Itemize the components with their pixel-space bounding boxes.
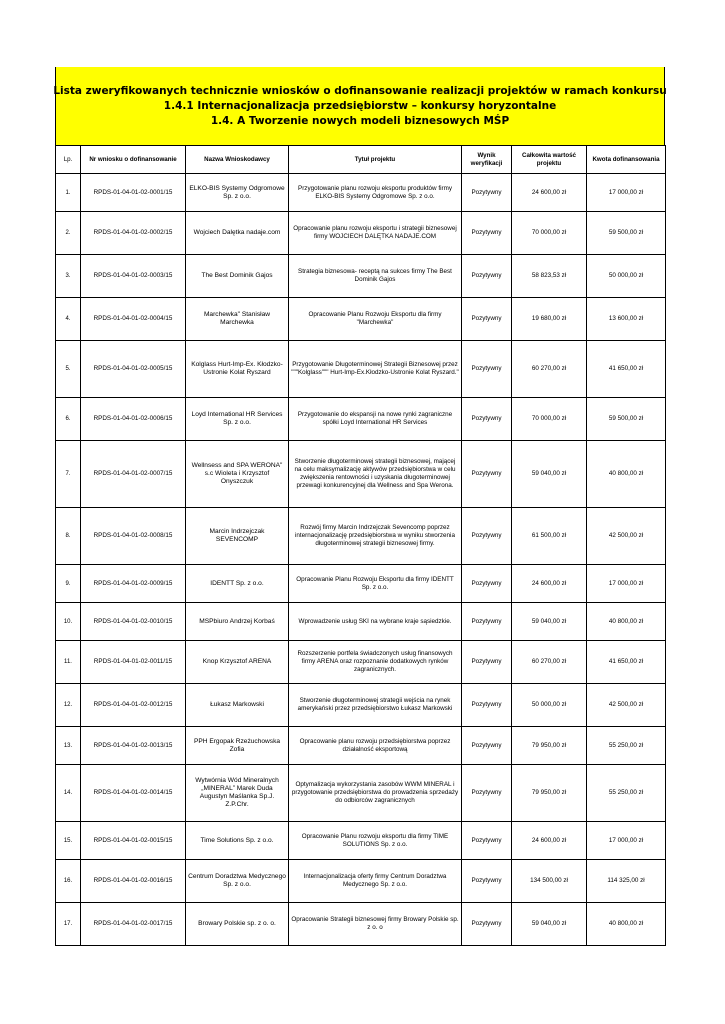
cell-nazwa: Marcin Indrzejczak SEVENCOMP <box>186 508 289 565</box>
cell-lp: 17. <box>56 903 81 946</box>
cell-tytul: Opracowanie planu rozwoju przedsiębiorstwa poprzez działalność eksportową <box>289 727 462 765</box>
cell-tytul: Internacjonalizacja oferty firmy Centrum Doradztwa Medycznego Sp. z o.o. <box>289 860 462 903</box>
cell-nazwa: Knop Krzysztof ARENA <box>186 641 289 684</box>
cell-wynik: Pozytywny <box>462 603 512 641</box>
table-row <box>56 641 666 684</box>
table-row <box>56 684 666 727</box>
table-body <box>56 174 666 946</box>
title-line-1: Lista zweryfikowanych technicznie wniosków o dofinansowanie realizacji projektów w ramach konkursu <box>53 84 667 97</box>
cell-nazwa: Wellnsess and SPA WERONA" s.c Wioleta i Krzysztof Onyszczuk <box>186 441 289 508</box>
projects-table <box>55 145 666 946</box>
cell-nr: RPDS-01-04-01-02-0016/15 <box>81 860 186 903</box>
cell-nr: RPDS-01-04-01-02-0001/15 <box>81 174 186 212</box>
cell-kwota: 42 500,00 zł <box>587 508 666 565</box>
cell-kwota: 50 000,00 zł <box>587 255 666 298</box>
cell-tytul: Opracowanie Strategii biznesowej firmy Browary Polskie sp. z o. o <box>289 903 462 946</box>
table-row <box>56 255 666 298</box>
cell-wynik: Pozytywny <box>462 441 512 508</box>
cell-nazwa: Browary Polskie sp. z o. o. <box>186 903 289 946</box>
header-nazwa: Nazwa Wnioskodawcy <box>186 146 289 174</box>
cell-tytul: Opracowanie planu rozwoju eksportu i strategii biznesowej firmy WOJCIECH DALĘTKA NADAJE.COM <box>289 212 462 255</box>
cell-wartosc: 79 950,00 zł <box>512 727 587 765</box>
cell-wynik: Pozytywny <box>462 298 512 341</box>
cell-wartosc: 59 040,00 zł <box>512 441 587 508</box>
table-row <box>56 822 666 860</box>
table-row <box>56 341 666 398</box>
table-row <box>56 603 666 641</box>
cell-lp: 16. <box>56 860 81 903</box>
cell-tytul: Przygotowanie planu rozwoju eksportu produktów firmy ELKO-BIS Systemy Odgromowe Sp. z o.o. <box>289 174 462 212</box>
table-row <box>56 298 666 341</box>
header-lp: Lp. <box>56 146 81 174</box>
cell-lp: 3. <box>56 255 81 298</box>
cell-lp: 9. <box>56 565 81 603</box>
cell-nazwa: Wojciech Dalętka nadaje.com <box>186 212 289 255</box>
cell-kwota: 40 800,00 zł <box>587 603 666 641</box>
cell-lp: 2. <box>56 212 81 255</box>
cell-wartosc: 79 950,00 zł <box>512 765 587 822</box>
cell-wynik: Pozytywny <box>462 860 512 903</box>
cell-wynik: Pozytywny <box>462 903 512 946</box>
cell-kwota: 17 000,00 zł <box>587 565 666 603</box>
cell-tytul: Optymalizacja wykorzystania zasobów WWM MINERAL i przygotowanie przedsiębiorstwa do prowadzenia sprzedaży do odbiorców zagranicznych <box>289 765 462 822</box>
cell-wartosc: 134 500,00 zł <box>512 860 587 903</box>
cell-kwota: 59 500,00 zł <box>587 212 666 255</box>
cell-nr: RPDS-01-04-01-02-0015/15 <box>81 822 186 860</box>
cell-lp: 1. <box>56 174 81 212</box>
cell-nazwa: Centrum Doradztwa Medycznego Sp. z o.o. <box>186 860 289 903</box>
title-banner <box>55 67 665 145</box>
cell-wynik: Pozytywny <box>462 765 512 822</box>
cell-wartosc: 60 270,00 zł <box>512 641 587 684</box>
cell-kwota: 17 000,00 zł <box>587 174 666 212</box>
cell-nazwa: Marchewka" Stanisław Marchewka <box>186 298 289 341</box>
table-row <box>56 565 666 603</box>
table-row <box>56 398 666 441</box>
cell-nazwa: MSPbiuro Andrzej Korbaś <box>186 603 289 641</box>
cell-lp: 5. <box>56 341 81 398</box>
cell-wynik: Pozytywny <box>462 398 512 441</box>
header-kwota: Kwota dofinansowania <box>587 146 666 174</box>
header-nr: Nr wniosku o dofinansowanie <box>81 146 186 174</box>
table-row <box>56 174 666 212</box>
cell-nazwa: ELKO-BIS Systemy Odgromowe Sp. z o.o. <box>186 174 289 212</box>
cell-nazwa: Time Solutions Sp. z o.o. <box>186 822 289 860</box>
cell-tytul: Strategia biznesowa- receptą na sukces firmy The Best Dominik Gajos <box>289 255 462 298</box>
cell-wynik: Pozytywny <box>462 212 512 255</box>
cell-wynik: Pozytywny <box>462 684 512 727</box>
cell-tytul: Opracowanie Planu rozwoju eksportu dla firmy TIME SOLUTIONS Sp. z o.o. <box>289 822 462 860</box>
cell-nr: RPDS-01-04-01-02-0008/15 <box>81 508 186 565</box>
cell-wartosc: 61 500,00 zł <box>512 508 587 565</box>
cell-wynik: Pozytywny <box>462 508 512 565</box>
cell-wynik: Pozytywny <box>462 255 512 298</box>
cell-kwota: 40 800,00 zł <box>587 903 666 946</box>
document-sheet <box>55 67 665 946</box>
cell-nr: RPDS-01-04-01-02-0011/15 <box>81 641 186 684</box>
cell-kwota: 17 000,00 zł <box>587 822 666 860</box>
cell-wynik: Pozytywny <box>462 727 512 765</box>
cell-lp: 4. <box>56 298 81 341</box>
cell-wartosc: 59 040,00 zł <box>512 603 587 641</box>
cell-tytul: Przygotowanie do ekspansji na nowe rynki zagraniczne spółki Loyd International HR Services <box>289 398 462 441</box>
cell-nazwa: The Best Dominik Gajos <box>186 255 289 298</box>
table-row <box>56 765 666 822</box>
cell-wynik: Pozytywny <box>462 641 512 684</box>
table-row <box>56 212 666 255</box>
title-line-3: 1.4. A Tworzenie nowych modeli biznesowych MŚP <box>210 114 510 127</box>
header-tytul: Tytuł projektu <box>289 146 462 174</box>
cell-nr: RPDS-01-04-01-02-0014/15 <box>81 765 186 822</box>
cell-nr: RPDS-01-04-01-02-0013/15 <box>81 727 186 765</box>
table-row <box>56 727 666 765</box>
cell-kwota: 42 500,00 zł <box>587 684 666 727</box>
cell-wartosc: 24 600,00 zł <box>512 174 587 212</box>
cell-nr: RPDS-01-04-01-02-0009/15 <box>81 565 186 603</box>
cell-wartosc: 70 000,00 zł <box>512 398 587 441</box>
cell-wartosc: 59 040,00 zł <box>512 903 587 946</box>
cell-nr: RPDS-01-04-01-02-0017/15 <box>81 903 186 946</box>
cell-wynik: Pozytywny <box>462 341 512 398</box>
cell-wartosc: 24 600,00 zł <box>512 565 587 603</box>
cell-lp: 14. <box>56 765 81 822</box>
cell-tytul: Opracowanie Planu Rozwoju Eksportu dla firmy "Marchewka" <box>289 298 462 341</box>
cell-kwota: 55 250,00 zł <box>587 727 666 765</box>
cell-kwota: 41 650,00 zł <box>587 641 666 684</box>
cell-wynik: Pozytywny <box>462 565 512 603</box>
cell-nr: RPDS-01-04-01-02-0010/15 <box>81 603 186 641</box>
cell-nazwa: PPH Ergopak Rzeżuchowska Zofia <box>186 727 289 765</box>
cell-wynik: Pozytywny <box>462 822 512 860</box>
cell-wartosc: 60 270,00 zł <box>512 341 587 398</box>
cell-nr: RPDS-01-04-01-02-0005/15 <box>81 341 186 398</box>
cell-nr: RPDS-01-04-01-02-0002/15 <box>81 212 186 255</box>
cell-lp: 11. <box>56 641 81 684</box>
cell-lp: 8. <box>56 508 81 565</box>
table-row <box>56 860 666 903</box>
table-row <box>56 508 666 565</box>
cell-wynik: Pozytywny <box>462 174 512 212</box>
table-row <box>56 441 666 508</box>
cell-wartosc: 24 600,00 zł <box>512 822 587 860</box>
cell-tytul: Rozwój firmy Marcin Indrzejczak Sevencomp poprzez internacjonalizację przedsiębiorstwa w wyniku stworzenia długoterminowej strategii biznesowej firmy. <box>289 508 462 565</box>
cell-wartosc: 50 000,00 zł <box>512 684 587 727</box>
cell-nazwa: IDENTT Sp. z o.o. <box>186 565 289 603</box>
cell-tytul: Rozszerzenie portfela świadczonych usług finansowych firmy ARENA oraz rozpoznanie dodatkowych rynków zagranicznych. <box>289 641 462 684</box>
cell-kwota: 41 650,00 zł <box>587 341 666 398</box>
cell-nazwa: Łukasz Markowski <box>186 684 289 727</box>
table-row <box>56 903 666 946</box>
cell-kwota: 55 250,00 zł <box>587 765 666 822</box>
cell-nr: RPDS-01-04-01-02-0004/15 <box>81 298 186 341</box>
cell-lp: 13. <box>56 727 81 765</box>
cell-tytul: Opracowanie Planu Rozwoju Eksportu dla firmy IDENTT Sp. z o.o. <box>289 565 462 603</box>
header-wynik: Wynik weryfikacji <box>462 146 512 174</box>
cell-wartosc: 58 823,53 zł <box>512 255 587 298</box>
cell-lp: 6. <box>56 398 81 441</box>
table-header-row <box>56 146 666 174</box>
cell-tytul: Stworzenie długoterminowej strategii biznesowej, mającej na celu maksymalizację aktywów przedsiębiorstwa w celu zwiększenia rentowności i uzyskania długoterminowej przewagi konkurencyjnej dla Wellness and Spa Werona. <box>289 441 462 508</box>
cell-nr: RPDS-01-04-01-02-0006/15 <box>81 398 186 441</box>
cell-nr: RPDS-01-04-01-02-0012/15 <box>81 684 186 727</box>
cell-lp: 10. <box>56 603 81 641</box>
cell-kwota: 114 325,00 zł <box>587 860 666 903</box>
title-line-2: 1.4.1 Internacjonalizacja przedsiębiorstw – konkursy horyzontalne <box>163 99 557 112</box>
cell-kwota: 40 800,00 zł <box>587 441 666 508</box>
cell-tytul: Przygotowanie Długoterminowej Strategii Biznesowej przez """Kolglass""" Hurt-Imp-Ex.Kłodzko-Ustronie Kolat Ryszard." <box>289 341 462 398</box>
cell-wartosc: 70 000,00 zł <box>512 212 587 255</box>
cell-nazwa: Kolglass Hurt-Imp-Ex. Kłodzko-Ustronie Kolat Ryszard <box>186 341 289 398</box>
cell-nazwa: Wytwórnia Wód Mineralnych „MINERAL” Marek Duda Augustyn Maślanka Sp.J. Z.P.Chr. <box>186 765 289 822</box>
cell-nr: RPDS-01-04-01-02-0003/15 <box>81 255 186 298</box>
cell-kwota: 59 500,00 zł <box>587 398 666 441</box>
cell-nr: RPDS-01-04-01-02-0007/15 <box>81 441 186 508</box>
header-wartosc: Całkowita wartość projektu <box>512 146 587 174</box>
cell-tytul: Stworzenie długoterminowej strategii wejścia na rynek amerykański przez przedsiębiorstwo Łukasz Markowski <box>289 684 462 727</box>
cell-tytul: Wprowadzenie usług SKI na wybrane kraje sąsiedzkie. <box>289 603 462 641</box>
cell-lp: 12. <box>56 684 81 727</box>
cell-wartosc: 19 680,00 zł <box>512 298 587 341</box>
cell-lp: 15. <box>56 822 81 860</box>
cell-kwota: 13 600,00 zł <box>587 298 666 341</box>
cell-lp: 7. <box>56 441 81 508</box>
cell-nazwa: Loyd International HR Services Sp. z o.o. <box>186 398 289 441</box>
